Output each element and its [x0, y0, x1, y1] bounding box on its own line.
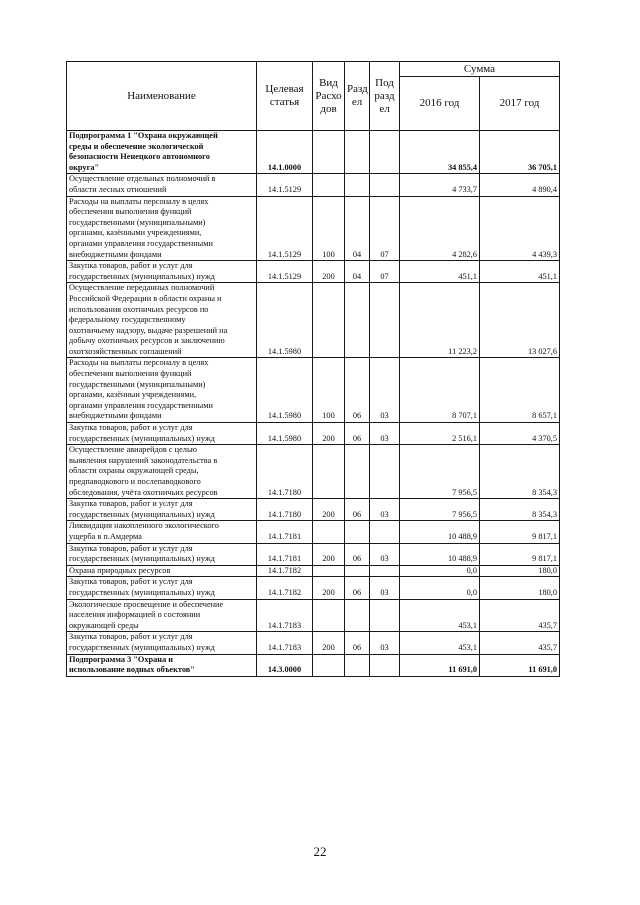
row-sum-2017: 8 354,3 [480, 499, 560, 521]
row-subsection: 07 [370, 196, 400, 261]
row-sum-2016: 0,0 [400, 577, 480, 599]
row-section: 06 [345, 577, 370, 599]
row-expense-type [313, 599, 345, 632]
table-row [67, 358, 560, 423]
col-header-target: Целевая статья [257, 62, 313, 131]
row-subsection: 03 [370, 543, 400, 565]
row-target-code: 14.1.5980 [257, 423, 313, 445]
table-row [67, 196, 560, 261]
col-header-subsection: Под разд ел [370, 62, 400, 131]
row-sum-2016: 2 516,1 [400, 423, 480, 445]
row-expense-type: 100 [313, 196, 345, 261]
row-name: Подпрограмма 1 "Охрана окружающей среды и обеспечение экологической безопасности Ненецкого автономного округа" [67, 131, 257, 174]
row-target-code: 14.1.0000 [257, 131, 313, 174]
row-name: Охрана природных ресурсов [67, 565, 257, 577]
budget-table [66, 61, 560, 677]
row-target-code: 14.1.5129 [257, 261, 313, 283]
table-row [67, 521, 560, 543]
row-expense-type: 200 [313, 577, 345, 599]
row-name: Закупка товаров, работ и услуг для государственных (муниципальных) нужд [67, 632, 257, 654]
row-name: Осуществление отдельных полномочий в области лесных отношений [67, 174, 257, 196]
row-name: Ликвидация накопленного экологического ущерба в п.Амдерма [67, 521, 257, 543]
col-header-section: Разд ел [345, 62, 370, 131]
row-section: 06 [345, 499, 370, 521]
row-target-code: 14.1.7183 [257, 632, 313, 654]
row-section [345, 565, 370, 577]
row-name: Закупка товаров, работ и услуг для государственных (муниципальных) нужд [67, 261, 257, 283]
table-row [67, 632, 560, 654]
table-row [67, 543, 560, 565]
row-target-code: 14.1.7180 [257, 445, 313, 499]
row-sum-2017: 180,0 [480, 577, 560, 599]
row-name: Закупка товаров, работ и услуг для государственных (муниципальных) нужд [67, 577, 257, 599]
col-header-2017: 2017 год [480, 77, 560, 131]
row-expense-type: 200 [313, 261, 345, 283]
row-subsection [370, 565, 400, 577]
row-target-code: 14.1.5129 [257, 196, 313, 261]
row-expense-type: 200 [313, 543, 345, 565]
row-sum-2016: 453,1 [400, 632, 480, 654]
row-sum-2017: 4 370,5 [480, 423, 560, 445]
row-sum-2017: 9 817,1 [480, 521, 560, 543]
row-sum-2016: 7 956,5 [400, 445, 480, 499]
row-expense-type [313, 521, 345, 543]
row-sum-2016: 0,0 [400, 565, 480, 577]
row-target-code: 14.1.7181 [257, 543, 313, 565]
row-sum-2016: 451,1 [400, 261, 480, 283]
row-sum-2017: 451,1 [480, 261, 560, 283]
row-section: 04 [345, 261, 370, 283]
row-expense-type: 100 [313, 358, 345, 423]
row-sum-2016: 7 956,5 [400, 499, 480, 521]
table-row [67, 599, 560, 632]
table-row [67, 499, 560, 521]
row-target-code: 14.1.5129 [257, 174, 313, 196]
row-sum-2016: 34 855,4 [400, 131, 480, 174]
table-row [67, 654, 560, 676]
row-section [345, 599, 370, 632]
table-body [67, 131, 560, 677]
row-section: 06 [345, 423, 370, 445]
row-sum-2017: 8 657,1 [480, 358, 560, 423]
row-name: Осуществление переданных полномочий Российской Федерации в области охраны и использования охотничьих ресурсов по федеральному государственному охотничьему надзору, выдаче разрешений на добычу охотничьих ресурсов и заключению охотхозяйственных соглашений [67, 283, 257, 358]
row-sum-2016: 10 488,9 [400, 543, 480, 565]
row-target-code: 14.1.7181 [257, 521, 313, 543]
row-expense-type [313, 445, 345, 499]
table-row [67, 283, 560, 358]
row-expense-type: 200 [313, 499, 345, 521]
page-number: 22 [313, 844, 327, 859]
table-row [67, 577, 560, 599]
col-header-name: Наименование [67, 62, 257, 131]
row-name: Расходы на выплаты персоналу в целях обеспечения выполнения функций государственными (муниципальными) органами, казённыи учреждениями, органами управления государственными внебюджетными фондами [67, 358, 257, 423]
table-row [67, 423, 560, 445]
row-section [345, 521, 370, 543]
col-header-2016: 2016 год [400, 77, 480, 131]
row-section: 04 [345, 196, 370, 261]
row-section: 06 [345, 632, 370, 654]
row-name: Расходы на выплаты персоналу в целях обеспечения выполнения функций государственными (муниципальными) органами, казёнными учреждениями, органами управления государственными внебюджетными фондами [67, 196, 257, 261]
table-row [67, 174, 560, 196]
row-subsection: 03 [370, 632, 400, 654]
table-header [67, 62, 560, 131]
row-section [345, 131, 370, 174]
row-section: 06 [345, 543, 370, 565]
row-sum-2017: 435,7 [480, 632, 560, 654]
row-section [345, 283, 370, 358]
row-subsection [370, 521, 400, 543]
row-subsection [370, 283, 400, 358]
row-expense-type [313, 565, 345, 577]
row-subsection: 07 [370, 261, 400, 283]
row-subsection: 03 [370, 499, 400, 521]
row-target-code: 14.1.7182 [257, 577, 313, 599]
table-row [67, 565, 560, 577]
row-sum-2017: 180,0 [480, 565, 560, 577]
row-subsection [370, 445, 400, 499]
row-section [345, 445, 370, 499]
col-header-sum: Сумма [400, 62, 560, 77]
row-sum-2017: 4 890,4 [480, 174, 560, 196]
row-target-code: 14.1.7182 [257, 565, 313, 577]
row-name: Подпрограмма 3 "Охрана и использование водных объектов" [67, 654, 257, 676]
row-section [345, 174, 370, 196]
row-target-code: 14.3.0000 [257, 654, 313, 676]
row-expense-type [313, 283, 345, 358]
col-header-expense-type: Вид Расхо дов [313, 62, 345, 131]
row-sum-2016: 11 691,0 [400, 654, 480, 676]
row-sum-2016: 11 223,2 [400, 283, 480, 358]
row-expense-type: 200 [313, 632, 345, 654]
row-sum-2017: 13 027,6 [480, 283, 560, 358]
row-name: Закупка товаров, работ и услуг для государственных (муниципальных) нужд [67, 543, 257, 565]
row-target-code: 14.1.5980 [257, 283, 313, 358]
row-subsection: 03 [370, 358, 400, 423]
row-name: Закупка товаров, работ и услуг для государственных (муниципальных) нужд [67, 423, 257, 445]
row-expense-type [313, 654, 345, 676]
row-expense-type [313, 174, 345, 196]
row-sum-2017: 435,7 [480, 599, 560, 632]
row-expense-type [313, 131, 345, 174]
table-row [67, 131, 560, 174]
row-subsection [370, 174, 400, 196]
row-expense-type: 200 [313, 423, 345, 445]
row-section [345, 654, 370, 676]
row-sum-2017: 36 705,1 [480, 131, 560, 174]
row-subsection [370, 654, 400, 676]
row-sum-2017: 11 691,0 [480, 654, 560, 676]
row-subsection: 03 [370, 577, 400, 599]
row-subsection [370, 599, 400, 632]
row-sum-2017: 8 354,3 [480, 445, 560, 499]
row-sum-2017: 9 817,1 [480, 543, 560, 565]
table-row [67, 445, 560, 499]
row-sum-2016: 10 488,9 [400, 521, 480, 543]
row-section: 06 [345, 358, 370, 423]
row-sum-2016: 4 282,6 [400, 196, 480, 261]
row-name: Осуществление авиарейдов с целью выявления нарушений законодательства в области охраны окружающей среды, предпаводкового и послепаводкового обследования, учёта охотничьих ресурсов [67, 445, 257, 499]
row-sum-2016: 4 733,7 [400, 174, 480, 196]
row-sum-2016: 8 707,1 [400, 358, 480, 423]
row-sum-2016: 453,1 [400, 599, 480, 632]
row-name: Экологическое просвещение и обеспечение населения информацией о состоянии окружающей среды [67, 599, 257, 632]
row-target-code: 14.1.5980 [257, 358, 313, 423]
row-subsection [370, 131, 400, 174]
row-target-code: 14.1.7183 [257, 599, 313, 632]
row-target-code: 14.1.7180 [257, 499, 313, 521]
row-subsection: 03 [370, 423, 400, 445]
table-row [67, 261, 560, 283]
row-sum-2017: 4 439,3 [480, 196, 560, 261]
row-name: Закупка товаров, работ и услуг для государственных (муниципальных) нужд [67, 499, 257, 521]
